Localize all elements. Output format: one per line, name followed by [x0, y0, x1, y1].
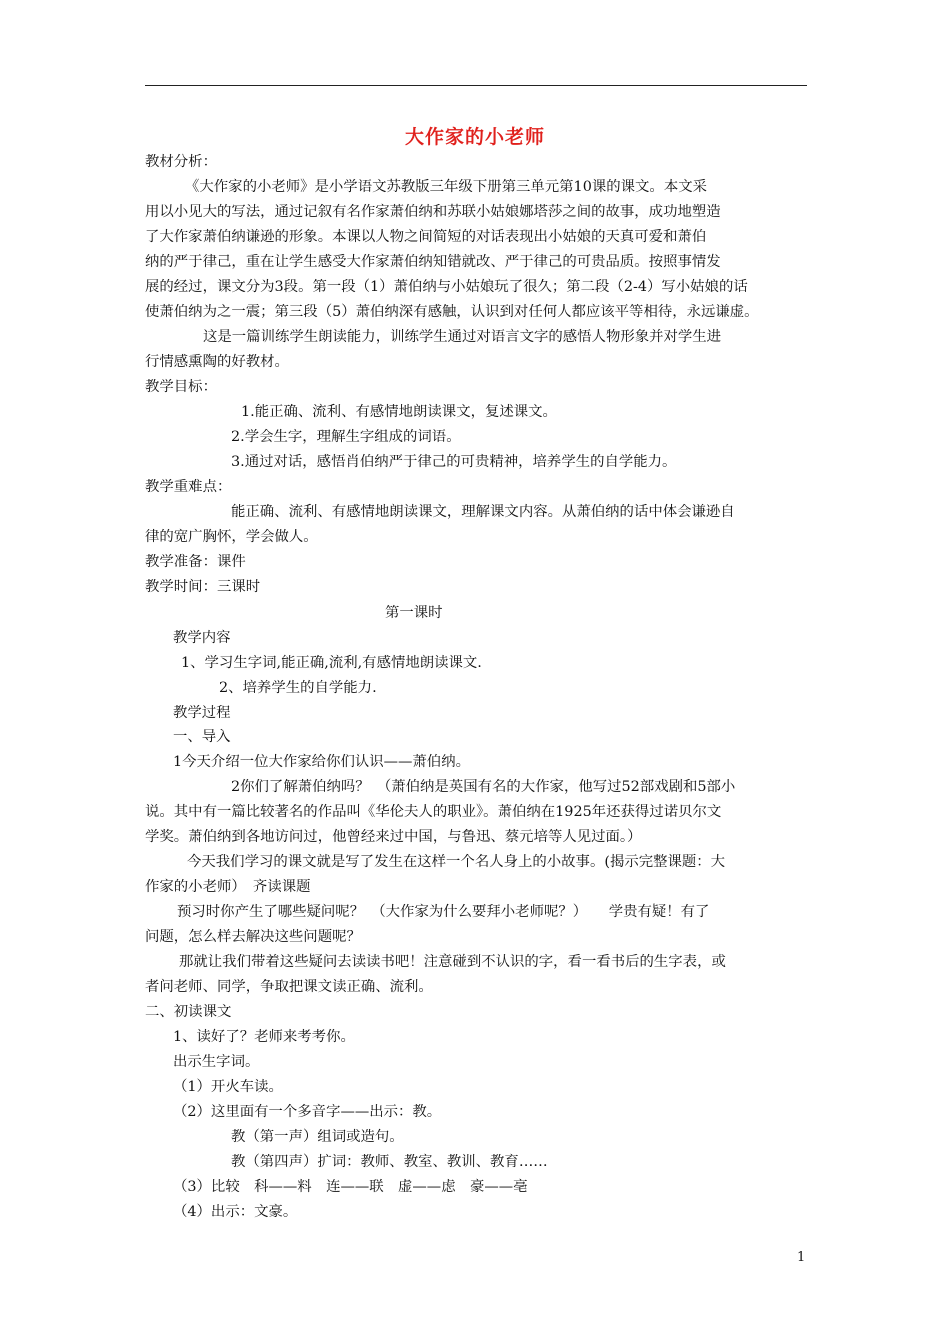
section-heading: 二、初读课文 — [145, 1004, 232, 1020]
objective-item: 3.通过对话，感悟肖伯纳严于律己的可贵精神，培养学生的自学能力。 — [231, 454, 677, 470]
text-line: 出示生字词。 — [173, 1054, 260, 1070]
lesson-heading: 第一课时 — [385, 605, 443, 621]
text-line: 说。其中有一篇比较著名的作品叫《华伦夫人的职业》。萧伯纳在1925年还获得过诺贝尔文 — [145, 804, 722, 820]
section-heading: 一、导入 — [173, 729, 231, 745]
text-line: 用以小见大的写法，通过记叙有名作家萧伯纳和苏联小姑娘娜塔莎之间的故事，成功地塑造 — [145, 204, 721, 220]
text-line: 预习时你产生了哪些疑问呢？ （大作家为什么要拜小老师呢？） 学贵有疑！有了 — [177, 904, 710, 920]
text-line: 这是一篇训练学生朗读能力，训练学生通过对语言文字的感悟人物形象并对学生进 — [203, 329, 722, 345]
section-heading: 教学重难点： — [145, 479, 232, 495]
section-heading: 教学内容 — [173, 630, 231, 646]
text-line: 作家的小老师） 齐读课题 — [145, 879, 311, 895]
text-line: 使萧伯纳为之一震；第三段（5）萧伯纳深有感触，认识到对任何人都应该平等相待，永远谦虚。 — [145, 304, 759, 320]
text-line: 教（第四声）扩词：教师、教室、教训、教育…… — [231, 1154, 548, 1170]
text-line: 律的宽广胸怀，学会做人。 — [145, 529, 318, 545]
text-line: 纳的严于律己，重在让学生感受大作家萧伯纳知错就改、严于律己的可贵品质。按照事情发 — [145, 254, 721, 270]
text-line: 《大作家的小老师》是小学语文苏教版三年级下册第三单元第10课的课文。本文采 — [185, 179, 707, 195]
text-line: 学奖。萧伯纳到各地访问过，他曾经来过中国，与鲁迅、蔡元培等人见过面。） — [145, 829, 642, 845]
objective-item: 2.学会生字，理解生字组成的词语。 — [231, 429, 461, 445]
objective-item: 1.能正确、流利、有感情地朗读课文，复述课文。 — [241, 404, 557, 420]
text-line: 1今天介绍一位大作家给你们认识——萧伯纳。 — [173, 754, 470, 770]
content-item: 1、学习生字词,能正确,流利,有感情地朗读课文. — [181, 655, 482, 671]
section-heading: 教学时间：三课时 — [145, 579, 261, 595]
page-number: 1 — [797, 1250, 806, 1265]
text-line: 教材分析： — [145, 154, 217, 170]
text-line: （4）出示：文豪。 — [173, 1204, 298, 1220]
text-line: 2你们了解萧伯纳吗？ （萧伯纳是英国有名的大作家，他写过52部戏剧和5部小 — [231, 779, 736, 795]
document-title: 大作家的小老师 — [404, 126, 545, 148]
text-line: （2）这里面有一个多音字——出示：教。 — [173, 1104, 442, 1120]
header-rule — [145, 85, 807, 86]
text-line: 今天我们学习的课文就是写了发生在这样一个名人身上的小故事。(揭示完整课题：大 — [187, 854, 726, 870]
text-line: 了大作家萧伯纳谦逊的形象。本课以人物之间简短的对话表现出小姑娘的天真可爱和萧伯 — [145, 229, 707, 245]
text-line: 者问老师、同学，争取把课文读正确、流利。 — [145, 979, 433, 995]
section-heading: 教学过程 — [173, 705, 231, 721]
text-line: 展的经过，课文分为3段。第一段（1）萧伯纳与小姑娘玩了很久；第二段（2-4）写小姑娘的话 — [145, 279, 748, 295]
section-heading: 教学准备：课件 — [145, 554, 246, 570]
text-line: 教（第一声）组词或造句。 — [231, 1129, 404, 1145]
content-item: 2、培养学生的自学能力. — [219, 680, 377, 696]
text-line: 那就让我们带着这些疑问去读读书吧！注意碰到不认识的字，看一看书后的生字表，或 — [179, 954, 726, 970]
text-line: 能正确、流利、有感情地朗读课文，理解课文内容。从萧伯纳的话中体会谦逊自 — [231, 504, 735, 520]
text-line: 行情感熏陶的好教材。 — [145, 354, 289, 370]
section-heading: 教学目标： — [145, 379, 217, 395]
text-line: 问题，怎么样去解决这些问题呢？ — [145, 929, 361, 945]
text-line: 1、读好了？老师来考考你。 — [173, 1029, 355, 1045]
text-line: （3）比较 科——料 连——联 虚——虑 豪——亳 — [173, 1179, 528, 1195]
text-line: （1）开火车读。 — [173, 1079, 283, 1095]
